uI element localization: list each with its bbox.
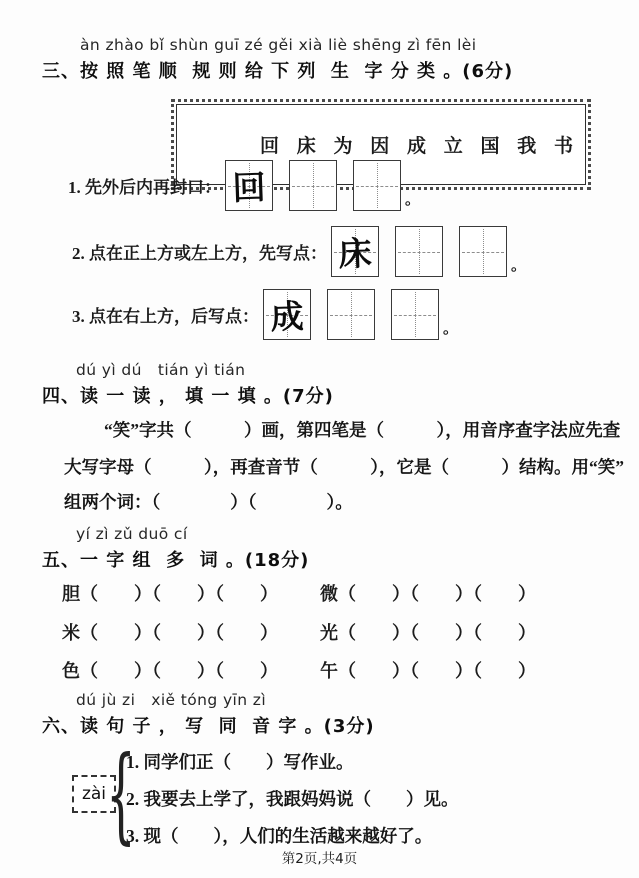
section6-sentence-2: 2. 我要去上学了，我跟妈妈说（ ）见。 xyxy=(126,789,459,809)
section6-pinyin: dú jù zi xiě tóng yīn zì xyxy=(76,691,267,709)
section5-heading: 五、一 字 组 多 词 。(18分) xyxy=(42,550,310,571)
row1-right-blanks: （ ）（ ）（ ） xyxy=(338,584,536,604)
section6-sentence-3: 3. 现（ ），人们的生活越来越好了。 xyxy=(126,826,433,846)
section3-pinyin: àn zhào bǐ shùn guī zé gěi xià liè shēng zì fēn lèi xyxy=(80,36,477,54)
word-building-row-1 xyxy=(62,580,536,606)
item2-label: 2. 点在正上方或左上方，先写点： xyxy=(72,244,327,263)
item3-period: 。 xyxy=(443,321,459,337)
page-number-footer: 第2页,共4页 xyxy=(281,851,358,867)
item3-grids xyxy=(263,289,439,340)
section6-heading: 六、读 句 子 ， 写 同 音 字 。(3分) xyxy=(42,716,375,737)
tianzige-grid-empty xyxy=(391,289,439,340)
row1-right-char: 微 xyxy=(320,584,338,604)
section3-heading: 三、按 照 笔 顺 规 则 给 下 列 生 字 分 类 。(6分) xyxy=(42,61,514,82)
section4-pinyin: dú yì dú tián yì tián xyxy=(76,361,246,379)
section5-pinyin: yí zì zǔ duō cí xyxy=(76,525,188,543)
tianzige-grid-empty xyxy=(289,160,337,211)
item1-period: 。 xyxy=(405,192,421,208)
row2-left-char: 米 xyxy=(62,623,80,643)
stroke-rule-item-2 xyxy=(72,226,526,277)
item1-filled-char: 回 xyxy=(231,167,267,208)
word-building-row-3 xyxy=(62,657,536,683)
section6-sentence-1: 1. 同学们正（ ）写作业。 xyxy=(126,752,354,772)
item2-grids xyxy=(331,226,507,277)
item2-filled-char: 床 xyxy=(337,233,373,274)
character-bank-text: 回 床 为 因 成 立 国 我 书 xyxy=(260,136,574,157)
item1-grids xyxy=(225,160,401,211)
row3-right-blanks: （ ）（ ）（ ） xyxy=(338,661,536,681)
item2-period: 。 xyxy=(511,258,527,274)
row1-left-blanks: （ ）（ ）（ ） xyxy=(80,584,278,604)
row3-right-char: 午 xyxy=(320,661,338,681)
tianzige-grid-empty xyxy=(327,289,375,340)
row2-left-blanks: （ ）（ ）（ ） xyxy=(80,623,278,643)
section4-line-1: “笑”字共（ ）画，第四笔是（ ），用音序查字法应先查 xyxy=(104,420,621,440)
tianzige-grid-filled xyxy=(225,160,273,211)
row1-left-char: 胆 xyxy=(62,584,80,604)
item1-label: 1. 先外后内再封口： xyxy=(68,178,221,197)
stroke-rule-item-1 xyxy=(68,160,420,211)
section4-line-2: 大写字母（ ），再查音节（ ），它是（ ）结构。用“笑” xyxy=(64,457,624,477)
tianzige-grid-empty xyxy=(353,160,401,211)
item3-label: 3. 点在右上方，后写点： xyxy=(72,307,259,326)
word-building-row-2 xyxy=(62,619,536,645)
tianzige-grid-empty xyxy=(459,226,507,277)
grouping-brace: { xyxy=(106,733,136,855)
row2-right-char: 光 xyxy=(320,623,338,643)
tianzige-grid-filled xyxy=(331,226,379,277)
zai-pinyin-label: zài xyxy=(81,784,107,804)
tianzige-grid-filled xyxy=(263,289,311,340)
row2-right-blanks: （ ）（ ）（ ） xyxy=(338,623,536,643)
row3-left-char: 色 xyxy=(62,661,80,681)
item3-filled-char: 成 xyxy=(269,296,305,337)
section4-line-3: 组两个词：（ ）（ ）。 xyxy=(64,492,353,512)
stroke-rule-item-3 xyxy=(72,289,458,340)
tianzige-grid-empty xyxy=(395,226,443,277)
section4-heading: 四、读 一 读 ， 填 一 填 。(7分) xyxy=(42,386,334,407)
row3-left-blanks: （ ）（ ）（ ） xyxy=(80,661,278,681)
